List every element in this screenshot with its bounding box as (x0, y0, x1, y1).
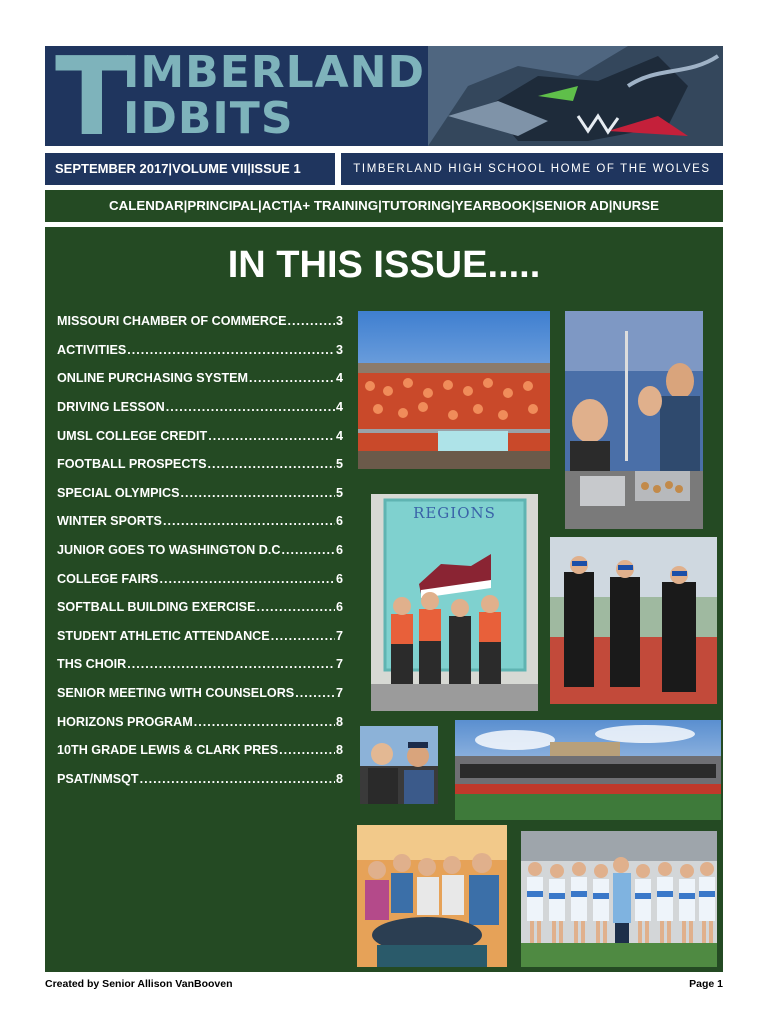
toc-page: 7 (335, 686, 343, 701)
toc-leader (249, 371, 335, 385)
toc-leader (295, 686, 335, 700)
eclipse-photo (550, 537, 717, 704)
toc-title: COLLEGE FAIRS (57, 571, 159, 586)
student-section-photo (358, 311, 550, 469)
toc-page: 4 (335, 371, 343, 386)
contents-panel (45, 227, 723, 972)
selfie-photo (360, 726, 438, 804)
toc-title: ACTIVITIES (57, 342, 127, 357)
toc-leader (127, 657, 335, 671)
school-tagline: TIMBERLAND HIGH SCHOOL HOME OF THE WOLVES (341, 153, 723, 185)
toc-entry (57, 364, 343, 393)
toc-entry (57, 507, 343, 536)
toc-entry (57, 765, 343, 794)
stadium-photo (455, 720, 721, 820)
author-credit: Created by Senior Allison VanBooven (45, 978, 233, 990)
toc-leader (194, 715, 335, 729)
toc-title: 10TH GRADE LEWIS & CLARK PRES (57, 743, 279, 758)
in-this-issue-heading: IN THIS ISSUE..... (227, 244, 541, 286)
toc-title: ONLINE PURCHASING SYSTEM (57, 371, 249, 386)
toc-leader (279, 743, 335, 757)
toc-entry (57, 421, 343, 450)
toc-entry (57, 736, 343, 765)
masthead-title-line2: IDBITS (123, 93, 294, 144)
toc-entry (57, 336, 343, 365)
toc-title: SOFTBALL BUILDING EXERCISE (57, 600, 256, 615)
toc-page: 6 (335, 571, 343, 586)
toc-page: 6 (335, 514, 343, 529)
toc-leader (288, 314, 335, 328)
toc-leader (166, 400, 335, 414)
toc-leader (180, 486, 335, 500)
table-of-contents (57, 307, 343, 793)
toc-title: WINTER SPORTS (57, 514, 162, 529)
regions-banner-photo (371, 494, 538, 711)
toc-leader (163, 514, 335, 528)
toc-page: 7 (335, 657, 343, 672)
toc-title: THS CHOIR (57, 657, 127, 672)
toc-entry (57, 593, 343, 622)
toc-title: DRIVING LESSON (57, 400, 165, 415)
toc-title: MISSOURI CHAMBER OF COMMERCE (57, 314, 287, 329)
masthead-title-line1: IMBERLAND (123, 47, 426, 98)
toc-page: 4 (335, 428, 343, 443)
toc-entry (57, 650, 343, 679)
masthead-banner (45, 46, 723, 146)
toc-page: 3 (335, 342, 343, 357)
cookout-photo (565, 311, 703, 529)
toc-title: STUDENT ATHLETIC ATTENDANCE (57, 628, 270, 643)
toc-page: 5 (335, 457, 343, 472)
section-nav-bar: CALENDAR|PRINCIPAL|ACT|A+ TRAINING|TUTORING|YEARBOOK|SENIOR AD|NURSE (45, 190, 723, 222)
toc-entry (57, 564, 343, 593)
toc-title: JUNIOR GOES TO WASHINGTON D.C (57, 543, 281, 558)
toc-page: 8 (335, 771, 343, 786)
toc-title: SENIOR MEETING WITH COUNSELORS (57, 686, 295, 701)
toc-entry (57, 707, 343, 736)
toc-entry (57, 536, 343, 565)
toc-leader (140, 772, 335, 786)
masthead-initial-t: T (55, 46, 129, 146)
toc-title: SPECIAL OLYMPICS (57, 485, 180, 500)
toc-page: 7 (335, 628, 343, 643)
page-number: Page 1 (689, 978, 723, 990)
toc-title: HORIZONS PROGRAM (57, 714, 193, 729)
toc-entry (57, 450, 343, 479)
toc-leader (208, 457, 335, 471)
toc-leader (159, 572, 335, 586)
toc-leader (281, 543, 335, 557)
toc-page: 6 (335, 543, 343, 558)
toc-page: 3 (335, 314, 343, 329)
toc-leader (271, 629, 335, 643)
toc-leader (127, 343, 335, 357)
toc-title: UMSL COLLEGE CREDIT (57, 428, 208, 443)
toc-page: 8 (335, 714, 343, 729)
toc-page: 8 (335, 743, 343, 758)
toc-entry (57, 479, 343, 508)
toc-entry (57, 622, 343, 651)
issue-date-volume: SEPTEMBER 2017|VOLUME VII|ISSUE 1 (45, 153, 335, 185)
toc-page: 6 (335, 600, 343, 615)
toc-entry (57, 679, 343, 708)
cheerleaders-photo (521, 831, 717, 967)
wolf-head-art (428, 46, 723, 146)
toc-leader (256, 600, 335, 614)
toc-page: 4 (335, 400, 343, 415)
toc-page: 5 (335, 485, 343, 500)
toc-leader (208, 429, 335, 443)
students-table-photo (357, 825, 507, 967)
regions-sign-text: REGIONS (413, 504, 496, 522)
toc-entry (57, 307, 343, 336)
toc-title: FOOTBALL PROSPECTS (57, 457, 207, 472)
toc-title: PSAT/NMSQT (57, 771, 139, 786)
toc-entry (57, 393, 343, 422)
